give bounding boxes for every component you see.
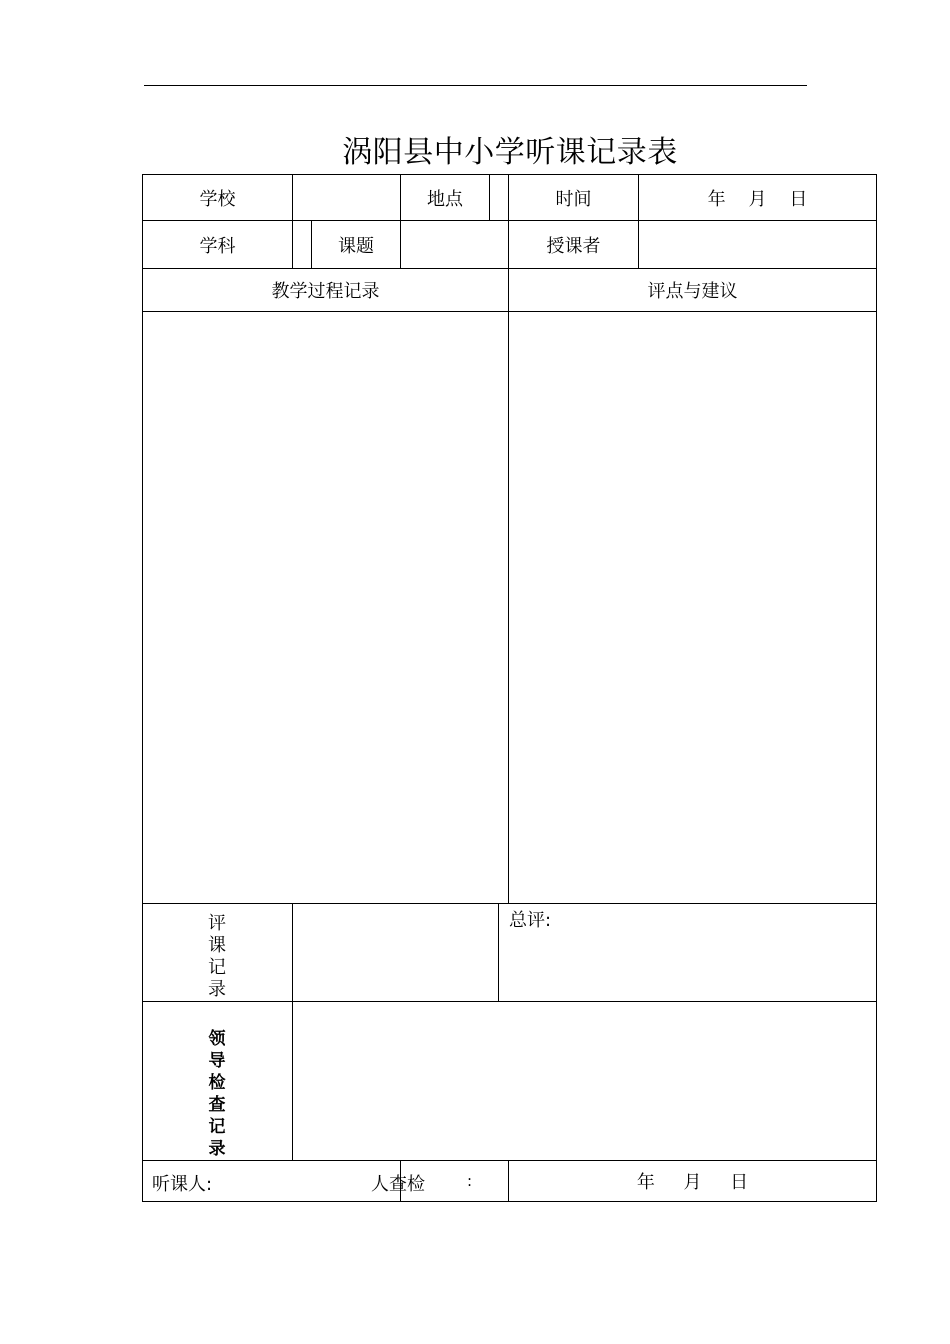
checker-label: 人查检 [371,1174,425,1195]
school-field[interactable] [293,175,400,220]
comments-header: 评点与建议 [647,281,738,302]
teacher-label: 授课者 [546,235,601,257]
leader-check-label: 领导检查记录 [208,1029,226,1159]
teacher-field[interactable] [639,221,876,268]
header-rule [144,85,807,86]
evaluation-label: 评课记录 [208,913,226,1000]
process-record-header: 教学过程记录 [271,281,380,302]
school-label: 学校 [199,188,236,210]
location-label: 地点 [427,188,463,210]
checker-colon: : [467,1172,473,1190]
topic-field[interactable] [401,221,508,268]
form-title: 涡阳县中小学听课记录表 [342,135,678,170]
evaluation-field[interactable] [293,904,498,1001]
comments-area[interactable] [509,312,876,903]
process-record-area[interactable] [143,312,508,903]
footer-date[interactable]: 年 月 日 [636,1172,749,1193]
subject-label: 学科 [199,235,236,257]
subject-field[interactable] [293,221,311,268]
listener-label: 听课人: [152,1174,213,1195]
overall-label: 总评: [509,910,552,931]
topic-label: 课题 [338,235,374,257]
leader-check-field[interactable] [293,1002,876,1160]
time-label: 时间 [555,188,592,210]
date-field[interactable]: 年 月 日 [707,188,808,210]
location-field[interactable] [490,175,508,220]
